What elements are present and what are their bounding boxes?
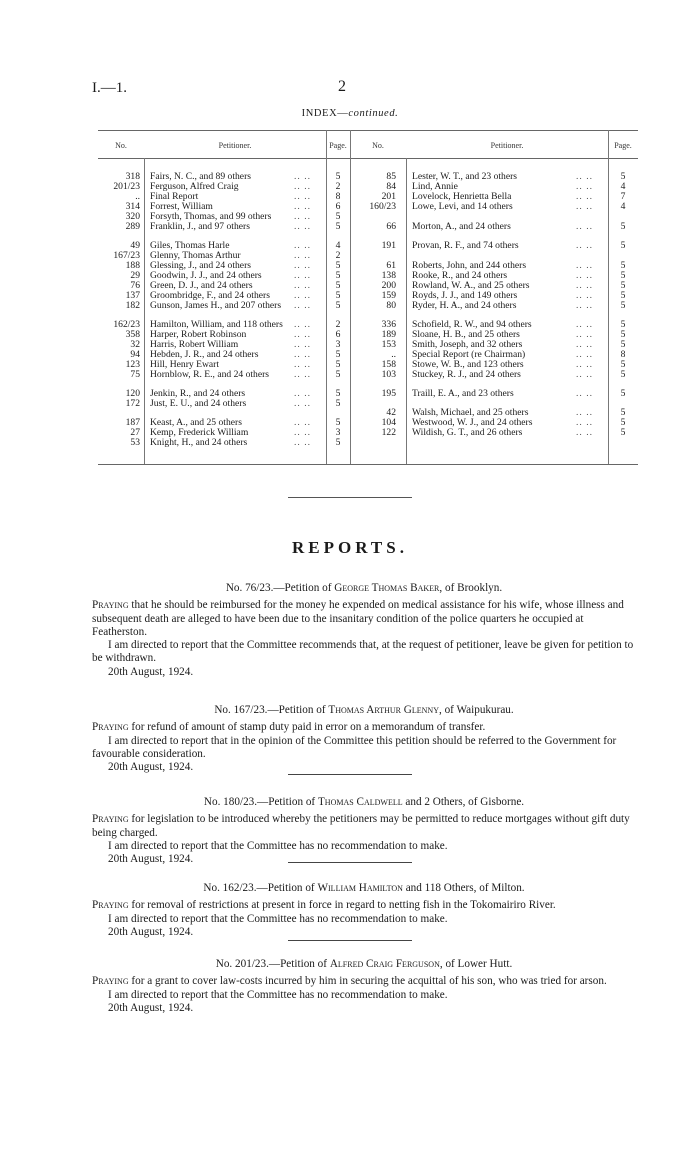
index-number: 138 — [381, 270, 396, 281]
index-page: 5 — [620, 221, 626, 232]
leader-dots: .. .. — [576, 359, 593, 370]
index-number: 137 — [125, 290, 140, 301]
index-title-main: INDEX— — [301, 108, 349, 119]
index-row — [98, 408, 638, 418]
report-text: I am directed to report that in the opinion of the Committee this petition should be referred to the Government for favourable consideration. — [92, 734, 617, 760]
petition-number: No. 180/23.—Petition of — [203, 796, 318, 808]
petition-report — [92, 704, 636, 774]
index-page: 5 — [620, 260, 626, 271]
index-petitioner: Kemp, Frederick William — [150, 427, 249, 438]
header-petitioner-left: Petitioner. — [218, 141, 252, 150]
leader-dots: .. .. — [576, 417, 593, 428]
index-page: 2 — [335, 319, 341, 330]
header-no-right: No. — [372, 141, 384, 150]
index-number: 104 — [381, 417, 396, 428]
index-petitioner: Glenny, Thomas Arthur — [150, 250, 241, 261]
index-petitioner: Roberts, John, and 244 others — [412, 260, 527, 271]
petition-heading — [92, 958, 636, 971]
index-number: 172 — [125, 398, 140, 409]
index-row — [98, 281, 638, 291]
index-page: 5 — [335, 300, 341, 311]
praying-word: Praying — [92, 721, 129, 734]
leader-dots: .. .. — [294, 369, 311, 380]
index-page: 5 — [335, 211, 341, 222]
index-petitioner: Gunson, James H., and 207 others — [150, 300, 282, 311]
index-number: 201/23 — [113, 181, 140, 192]
index-table — [98, 130, 638, 464]
index-number: 159 — [381, 290, 396, 301]
index-number: 153 — [381, 339, 396, 350]
leader-dots: .. .. — [294, 280, 311, 291]
index-page: 5 — [620, 407, 626, 418]
index-page: 5 — [620, 339, 626, 350]
index-page: 4 — [335, 240, 341, 251]
leader-dots: .. .. — [294, 300, 311, 311]
petition-location: and 2 Others, of Gisborne. — [402, 796, 525, 808]
index-petitioner: Green, D. J., and 24 others — [150, 280, 253, 291]
index-petitioner: Smith, Joseph, and 32 others — [412, 339, 523, 350]
index-row — [98, 418, 638, 428]
leader-dots: .. .. — [294, 260, 311, 271]
leader-dots: .. .. — [294, 329, 311, 340]
petition-heading — [92, 704, 636, 717]
index-page: 5 — [620, 417, 626, 428]
index-petitioner: Giles, Thomas Harle — [150, 240, 230, 251]
index-petitioner: Lovelock, Henrietta Bella — [412, 191, 512, 202]
leader-dots: .. .. — [576, 369, 593, 380]
leader-dots: .. .. — [294, 349, 311, 360]
index-number: 195 — [381, 388, 396, 399]
index-page: 5 — [620, 319, 626, 330]
praying-paragraph — [92, 721, 636, 734]
praying-word: Praying — [92, 813, 129, 826]
index-page: 5 — [335, 290, 341, 301]
praying-text: for a grant to cover law-costs incurred by him in securing the acquittal of his son, who was tried for arson. — [128, 975, 607, 988]
praying-word: Praying — [92, 599, 129, 612]
petition-report — [92, 882, 636, 939]
report-text: I am directed to report that the Committee has no recommendation to make. — [108, 912, 448, 925]
petition-heading — [92, 796, 636, 809]
leader-dots: .. .. — [576, 407, 593, 418]
index-petitioner: Morton, A., and 24 others — [412, 221, 511, 232]
index-page: 5 — [620, 290, 626, 301]
leader-dots: .. .. — [576, 388, 593, 399]
report-date: 20th August, 1924. — [108, 925, 194, 938]
index-page: 5 — [620, 388, 626, 399]
index-petitioner: Franklin, J., and 97 others — [150, 221, 250, 232]
index-number: .. — [391, 349, 396, 360]
petition-report — [92, 796, 636, 866]
index-number: 182 — [125, 300, 140, 311]
leader-dots: .. .. — [294, 171, 311, 182]
leader-dots: .. .. — [294, 339, 311, 350]
index-petitioner: Stowe, W. B., and 123 others — [412, 359, 524, 370]
leader-dots: .. .. — [294, 181, 311, 192]
report-text: I am directed to report that the Committee has no recommendation to make. — [108, 839, 448, 852]
index-page: 2 — [335, 250, 341, 261]
leader-dots: .. .. — [576, 339, 593, 350]
petition-report — [92, 582, 636, 679]
petition-number: No. 167/23.—Petition of — [214, 704, 329, 716]
index-petitioner: Keast, A., and 25 others — [150, 417, 242, 428]
index-number: 318 — [125, 171, 140, 182]
index-petitioner: Walsh, Michael, and 25 others — [412, 407, 529, 418]
index-petitioner: Royds, J. J., and 149 others — [412, 290, 518, 301]
index-number: 320 — [125, 211, 140, 222]
leader-dots: .. .. — [576, 349, 593, 360]
index-petitioner: Knight, H., and 24 others — [150, 437, 248, 448]
index-page: 5 — [335, 388, 341, 399]
page-reference: I.—1. — [92, 80, 127, 96]
table-bottom-rule — [98, 464, 638, 465]
index-number: 85 — [386, 171, 396, 182]
index-number: 167/23 — [113, 250, 140, 261]
praying-paragraph — [92, 899, 636, 912]
index-row — [98, 202, 638, 212]
leader-dots: .. .. — [294, 417, 311, 428]
index-petitioner: Traill, E. A., and 23 others — [412, 388, 514, 399]
index-petitioner: Hornblow, R. E., and 24 others — [150, 369, 270, 380]
index-page: 5 — [620, 240, 626, 251]
index-petitioner: Harper, Robert Robinson — [150, 329, 247, 340]
index-petitioner: Forsyth, Thomas, and 99 others — [150, 211, 272, 222]
index-page: 5 — [335, 171, 341, 182]
index-number: 29 — [130, 270, 140, 281]
index-number: 103 — [381, 369, 396, 380]
index-page: 6 — [335, 329, 341, 340]
index-petitioner: Just, E. U., and 24 others — [150, 398, 247, 409]
index-number: 189 — [381, 329, 396, 340]
index-number: 32 — [130, 339, 140, 350]
leader-dots: .. .. — [576, 280, 593, 291]
index-page: 5 — [620, 280, 626, 291]
index-petitioner: Sloane, H. B., and 25 others — [412, 329, 520, 340]
leader-dots: .. .. — [294, 250, 311, 261]
praying-paragraph — [92, 975, 636, 988]
index-number: 120 — [125, 388, 140, 399]
leader-dots: .. .. — [576, 171, 593, 182]
index-petitioner: Forrest, William — [150, 201, 213, 212]
petition-location: , of Waipukurau. — [438, 704, 514, 716]
index-number: 158 — [381, 359, 396, 370]
praying-paragraph — [92, 599, 636, 639]
leader-dots: .. .. — [294, 240, 311, 251]
index-page: 8 — [620, 349, 626, 360]
index-page: 5 — [335, 398, 341, 409]
leader-dots: .. .. — [576, 191, 593, 202]
index-page: 5 — [335, 359, 341, 370]
leader-dots: .. .. — [294, 437, 311, 448]
index-number: 122 — [381, 427, 396, 438]
index-page: 5 — [335, 437, 341, 448]
report-text: I am directed to report that the Committee has no recommendation to make. — [108, 988, 448, 1001]
index-petitioner: Lester, W. T., and 23 others — [412, 171, 518, 182]
praying-text: for legislation to be introduced whereby the petitioners may be permitted to reduce mortgages without gift duty being charged. — [92, 813, 630, 839]
index-petitioner: Harris, Robert William — [150, 339, 239, 350]
leader-dots: .. .. — [576, 329, 593, 340]
index-row — [98, 261, 638, 271]
index-page: 5 — [335, 349, 341, 360]
index-number: 27 — [130, 427, 140, 438]
index-page: 5 — [620, 427, 626, 438]
index-number: 53 — [130, 437, 140, 448]
index-row — [98, 291, 638, 301]
petition-location: and 118 Others, of Milton. — [402, 882, 525, 894]
petitioner-name: Thomas Caldwell — [317, 796, 403, 808]
index-number: 84 — [386, 181, 396, 192]
praying-paragraph — [92, 813, 636, 840]
index-number: 61 — [386, 260, 396, 271]
index-row — [98, 340, 638, 350]
leader-dots: .. .. — [294, 398, 311, 409]
index-page: 5 — [335, 280, 341, 291]
petitioner-name: George Thomas Baker — [334, 582, 440, 594]
leader-dots: .. .. — [576, 290, 593, 301]
index-row — [98, 360, 638, 370]
index-row — [98, 182, 638, 192]
index-petitioner: Lind, Annie — [412, 181, 458, 192]
index-row — [98, 192, 638, 202]
leader-dots: .. .. — [294, 201, 311, 212]
index-petitioner: Goodwin, J. J., and 24 others — [150, 270, 262, 281]
index-number: 80 — [386, 300, 396, 311]
leader-dots: .. .. — [576, 201, 593, 212]
index-page: 5 — [335, 260, 341, 271]
index-number: 123 — [125, 359, 140, 370]
leader-dots: .. .. — [576, 181, 593, 192]
index-number: 289 — [125, 221, 140, 232]
index-petitioner: Ryder, H. A., and 24 others — [412, 300, 517, 311]
petition-report — [92, 958, 636, 1015]
leader-dots: .. .. — [576, 427, 593, 438]
index-row — [98, 389, 638, 399]
index-page: 5 — [335, 369, 341, 380]
index-number: 187 — [125, 417, 140, 428]
index-petitioner: Provan, R. F., and 74 others — [412, 240, 519, 251]
index-number: 75 — [130, 369, 140, 380]
leader-dots: .. .. — [294, 290, 311, 301]
leader-dots: .. .. — [294, 319, 311, 330]
petitioner-name: William Hamilton — [317, 882, 403, 894]
petition-number: No. 162/23.—Petition of — [203, 882, 318, 894]
index-petitioner: Final Report — [150, 191, 199, 202]
praying-text: that he should be reimbursed for the money he expended on medical assistance for his wife, whose illness and subsequent death are alleged to have been due to the insanitary condition of the police quarters he occupied at Featherston. — [92, 599, 624, 638]
index-petitioner: Lowe, Levi, and 14 others — [412, 201, 513, 212]
index-row — [98, 438, 638, 448]
leader-dots: .. .. — [576, 270, 593, 281]
index-page: 2 — [335, 181, 341, 192]
index-petitioner: Rowland, W. A., and 25 others — [412, 280, 530, 291]
petition-number: No. 201/23.—Petition of — [215, 958, 330, 970]
petitioner-name: Thomas Arthur Glenny — [328, 704, 439, 716]
petitioner-name: Alfred Craig Ferguson — [329, 958, 440, 970]
index-page: 5 — [620, 270, 626, 281]
header-bottom-rule — [98, 158, 638, 159]
index-number: 314 — [125, 201, 140, 212]
page-number: 2 — [338, 78, 346, 95]
leader-dots: .. .. — [294, 221, 311, 232]
index-number: 66 — [386, 221, 396, 232]
index-row — [98, 301, 638, 311]
index-petitioner: Hamilton, William, and 118 others — [150, 319, 283, 330]
index-row — [98, 330, 638, 340]
leader-dots: .. .. — [294, 191, 311, 202]
index-page: 3 — [335, 339, 341, 350]
petition-heading — [92, 582, 636, 595]
index-number: 94 — [130, 349, 140, 360]
report-date: 20th August, 1924. — [108, 853, 194, 866]
index-number: 160/23 — [369, 201, 396, 212]
leader-dots: .. .. — [576, 240, 593, 251]
index-page: 5 — [335, 221, 341, 232]
index-page: 5 — [620, 329, 626, 340]
leader-dots: .. .. — [294, 359, 311, 370]
header-page-right: Page. — [614, 141, 632, 150]
header-petitioner-right: Petitioner. — [490, 141, 524, 150]
index-row — [98, 320, 638, 330]
index-petitioner: Westwood, W. J., and 24 others — [412, 417, 533, 428]
leader-dots: .. .. — [294, 211, 311, 222]
index-number: 162/23 — [113, 319, 140, 330]
short-separator-rule — [288, 862, 412, 863]
index-title — [0, 108, 700, 119]
index-number: 201 — [381, 191, 396, 202]
report-date: 20th August, 1924. — [108, 761, 194, 774]
report-date: 20th August, 1924. — [108, 665, 194, 678]
short-separator-rule — [288, 774, 412, 775]
petition-location: , of Brooklyn. — [439, 582, 503, 594]
index-row — [98, 271, 638, 281]
petition-number: No. 76/23.—Petition of — [225, 582, 335, 594]
reports-heading: REPORTS. — [292, 538, 408, 557]
index-row — [98, 350, 638, 360]
index-petitioner: Schofield, R. W., and 94 others — [412, 319, 532, 330]
index-page: 5 — [335, 270, 341, 281]
petition-heading — [92, 882, 636, 895]
index-petitioner: Hill, Henry Ewart — [150, 359, 220, 370]
index-number: 76 — [130, 280, 140, 291]
index-page: 5 — [335, 417, 341, 428]
index-petitioner: Hebden, J. R., and 24 others — [150, 349, 259, 360]
index-page: 5 — [620, 359, 626, 370]
index-petitioner: Ferguson, Alfred Craig — [150, 181, 239, 192]
praying-text: for refund of amount of stamp duty paid in error on a memorandum of transfer. — [128, 721, 486, 734]
index-petitioner: Jenkin, R., and 24 others — [150, 388, 246, 399]
leader-dots: .. .. — [576, 221, 593, 232]
index-number: 191 — [381, 240, 396, 251]
index-number: 49 — [130, 240, 140, 251]
index-row — [98, 172, 638, 182]
index-petitioner: Groombridge, F., and 24 others — [150, 290, 270, 301]
praying-word: Praying — [92, 975, 129, 988]
index-page: 4 — [620, 181, 626, 192]
index-petitioner: Fairs, N. C., and 89 others — [150, 171, 251, 182]
index-page: 5 — [620, 369, 626, 380]
index-petitioner: Special Report (re Chairman) — [412, 349, 526, 360]
leader-dots: .. .. — [294, 388, 311, 399]
short-separator-rule — [288, 940, 412, 941]
report-date: 20th August, 1924. — [108, 1001, 194, 1014]
leader-dots: .. .. — [294, 427, 311, 438]
index-page: 4 — [620, 201, 626, 212]
table-top-rule — [98, 130, 638, 131]
index-row — [98, 428, 638, 438]
praying-word: Praying — [92, 899, 129, 912]
report-text: I am directed to report that the Committee recommends that, at the request of petitioner, leave be given for petition to be withdrawn. — [92, 639, 634, 665]
index-row — [98, 222, 638, 232]
header-page-left: Page. — [329, 141, 347, 150]
index-number: 42 — [386, 407, 396, 418]
index-row — [98, 370, 638, 380]
header-no-left: No. — [115, 141, 127, 150]
index-page: 6 — [335, 201, 341, 212]
index-number: 336 — [381, 319, 396, 330]
separator-rule — [288, 497, 412, 498]
index-page: 3 — [335, 427, 341, 438]
index-number: 200 — [381, 280, 396, 291]
index-number: 358 — [125, 329, 140, 340]
index-page: 7 — [620, 191, 626, 202]
index-petitioner: Wildish, G. T., and 26 others — [412, 427, 523, 438]
index-petitioner: Rooke, R., and 24 others — [412, 270, 508, 281]
leader-dots: .. .. — [576, 319, 593, 330]
index-page: 5 — [620, 300, 626, 311]
index-number: 188 — [125, 260, 140, 271]
index-page: 5 — [620, 171, 626, 182]
index-petitioner: Stuckey, R. J., and 24 others — [412, 369, 521, 380]
index-row — [98, 241, 638, 251]
index-petitioner: Glessing, J., and 24 others — [150, 260, 251, 271]
index-title-continued: continued. — [348, 108, 399, 119]
leader-dots: .. .. — [294, 270, 311, 281]
index-page: 8 — [335, 191, 341, 202]
leader-dots: .. .. — [576, 300, 593, 311]
leader-dots: .. .. — [576, 260, 593, 271]
praying-text: for removal of restrictions at present in force in regard to netting fish in the Tokomairiro River. — [128, 899, 556, 912]
index-number: .. — [135, 191, 140, 202]
petition-location: , of Lower Hutt. — [439, 958, 513, 970]
